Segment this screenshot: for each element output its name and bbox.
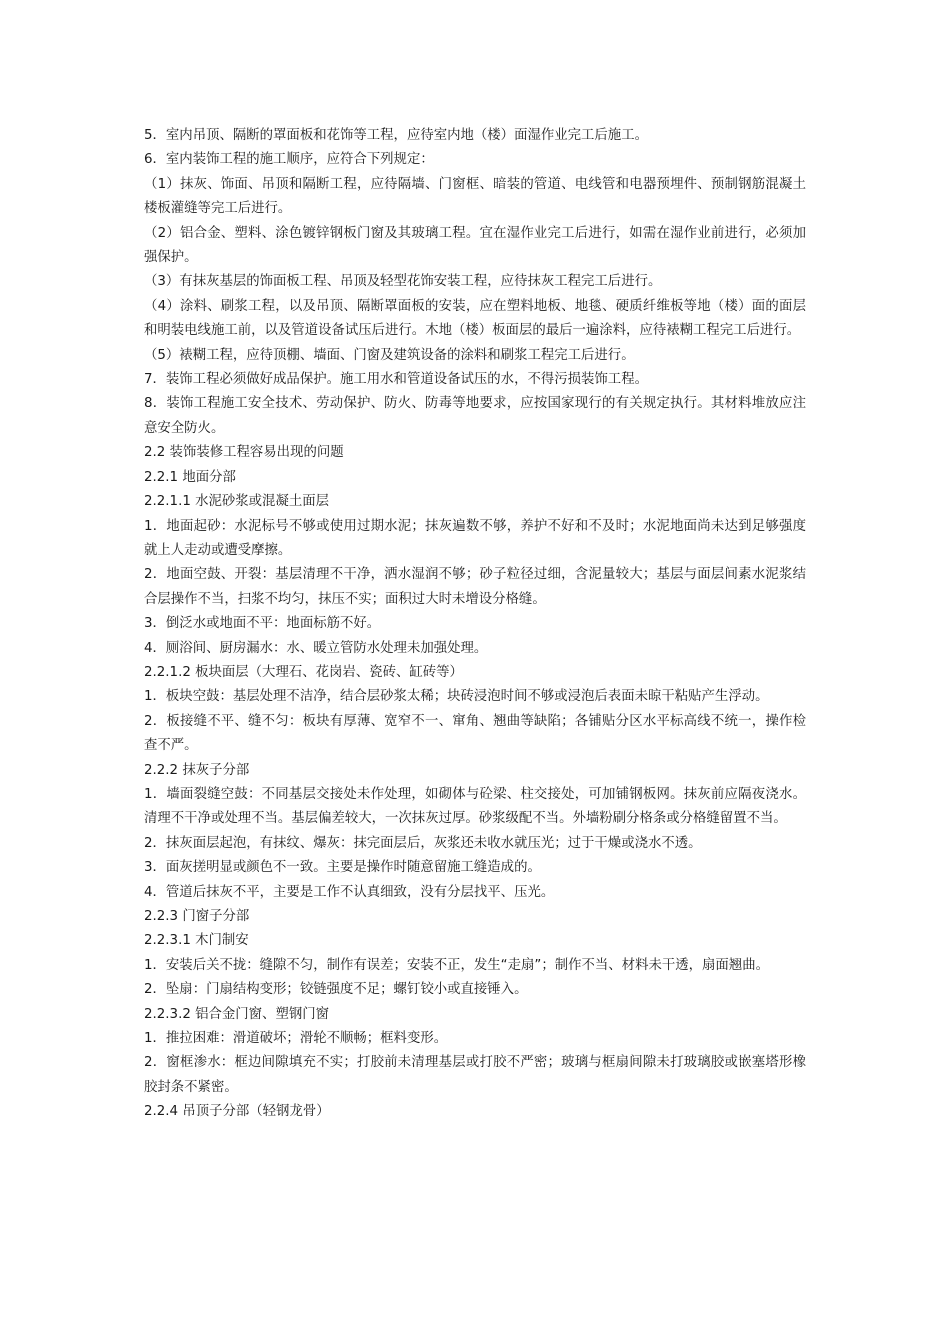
section-heading: 2.2.1.1 水泥砂浆或混凝土面层	[144, 494, 330, 510]
paragraph: （3）有抹灰基层的饰面板工程、吊顶及轻型花饰安装工程，应待抹灰工程完工后进行。	[144, 274, 662, 290]
paragraph: 3．面灰搓明显或颜色不一致。主要是操作时随意留施工缝造成的。	[144, 860, 541, 876]
paragraph: 4．管道后抹灰不平，主要是工作不认真细致，没有分层找平、压光。	[144, 884, 555, 900]
section-heading: 2.2.1.2 板块面层（大理石、花岗岩、瓷砖、缸砖等）	[144, 664, 463, 680]
paragraph: （2）铝合金、塑料、涂色镀锌钢板门窗及其玻璃工程。宜在湿作业完工后进行，如需在湿作业前进行，必须加强保护。	[144, 225, 806, 266]
paragraph: 5．室内吊顶、隔断的罩面板和花饰等工程，应待室内地（楼）面湿作业完工后施工。	[144, 128, 648, 143]
paragraph: 2．抹灰面层起泡，有抹纹、爆灰：抹完面层后，灰浆还未收水就压光；过于干燥或浇水不透。	[144, 835, 702, 851]
paragraph: 2．坠扇：门扇结构变形；铰链强度不足；螺钉铰小或直接锤入。	[144, 982, 528, 998]
paragraph: 2．地面空鼓、开裂：基层清理不干净，洒水湿润不够；砂子粒径过细，含泥量较大；基层与面层间素水泥浆结合层操作不当，扫浆不均匀，抹压不实；面积过大时未增设分格缝。	[144, 567, 806, 607]
paragraph: （1）抹灰、饰面、吊顶和隔断工程，应待隔墙、门窗框、暗装的管道、电线管和电器预埋件、预制钢筋混凝土楼板灌缝等完工后进行。	[144, 176, 806, 217]
paragraph: （5）裱糊工程，应待顶棚、墙面、门窗及建筑设备的涂料和刷浆工程完工后进行。	[144, 347, 635, 363]
paragraph: （4）涂料、刷浆工程，以及吊顶、隔断罩面板的安装，应在塑料地板、地毯、硬质纤维板等地（楼）面的面层和明装电线施工前，以及管道设备试压后进行。木地（楼）板面层的最后一遍涂料，应待裱糊工程完工后进行。	[144, 298, 806, 339]
section-heading: 2.2 装饰装修工程容易出现的问题	[144, 445, 344, 461]
section-heading: 2.2.4 吊顶子分部（轻钢龙骨）	[144, 1104, 330, 1120]
paragraph: 1．板块空鼓：基层处理不洁净，结合层砂浆太稀；块砖浸泡时间不够或浸泡后表面未晾干粘贴产生浮动。	[144, 689, 769, 705]
paragraph: 1．安装后关不拢：缝隙不匀，制作有误差；安装不正，发生“走扇”；制作不当、材料未干透，扇面翘曲。	[144, 957, 769, 973]
paragraph: 2．板接缝不平、缝不匀：板块有厚薄、宽窄不一、窜角、翘曲等缺陷；各铺贴分区水平标高线不统一，操作检查不严。	[144, 713, 806, 754]
paragraph: 3．倒泛水或地面不平：地面标筋不好。	[144, 616, 381, 632]
section-heading: 2.2.3 门窗子分部	[144, 909, 250, 924]
paragraph: 1．地面起砂：水泥标号不够或使用过期水泥；抹灰遍数不够，养护不好和不及时；水泥地面尚未达到足够强度就上人走动或遭受摩擦。	[144, 518, 806, 558]
paragraph: 6．室内装饰工程的施工顺序，应符合下列规定：	[144, 152, 434, 168]
section-heading: 2.2.2 抹灰子分部	[144, 762, 250, 778]
section-heading: 2.2.3.1 木门制安	[144, 933, 249, 949]
paragraph: 1．墙面裂缝空鼓：不同基层交接处未作处理，如砌体与砼梁、柱交接处，可加铺钢板网。抹灰前应隔夜浇水。清理不干净或处理不当。基层偏差较大，一次抹灰过厚。砂浆级配不当。外墙粉刷分格条或分格缝留置不当。	[144, 786, 806, 827]
section-heading: 2.2.1 地面分部	[144, 469, 236, 485]
paragraph: 4．厕浴间、厨房漏水：水、暖立管防水处理未加强处理。	[144, 640, 488, 656]
paragraph: 1．推拉困难：滑道破坏；滑轮不顺畅；框料变形。	[144, 1031, 448, 1047]
paragraph: 2．窗框渗水：框边间隙填充不实；打胶前未清理基层或打胶不严密；玻璃与框扇间隙未打玻璃胶或嵌塞塔形橡胶封条不紧密。	[144, 1055, 806, 1095]
paragraph: 7．装饰工程必须做好成品保护。施工用水和管道设备试压的水，不得污损装饰工程。	[144, 372, 648, 388]
document-body	[144, 124, 806, 1125]
section-heading: 2.2.3.2 铝合金门窗、塑钢门窗	[144, 1006, 330, 1022]
paragraph: 8．装饰工程施工安全技术、劳动保护、防火、防毒等地要求，应按国家现行的有关规定执行。其材料堆放应注意安全防火。	[144, 396, 806, 436]
